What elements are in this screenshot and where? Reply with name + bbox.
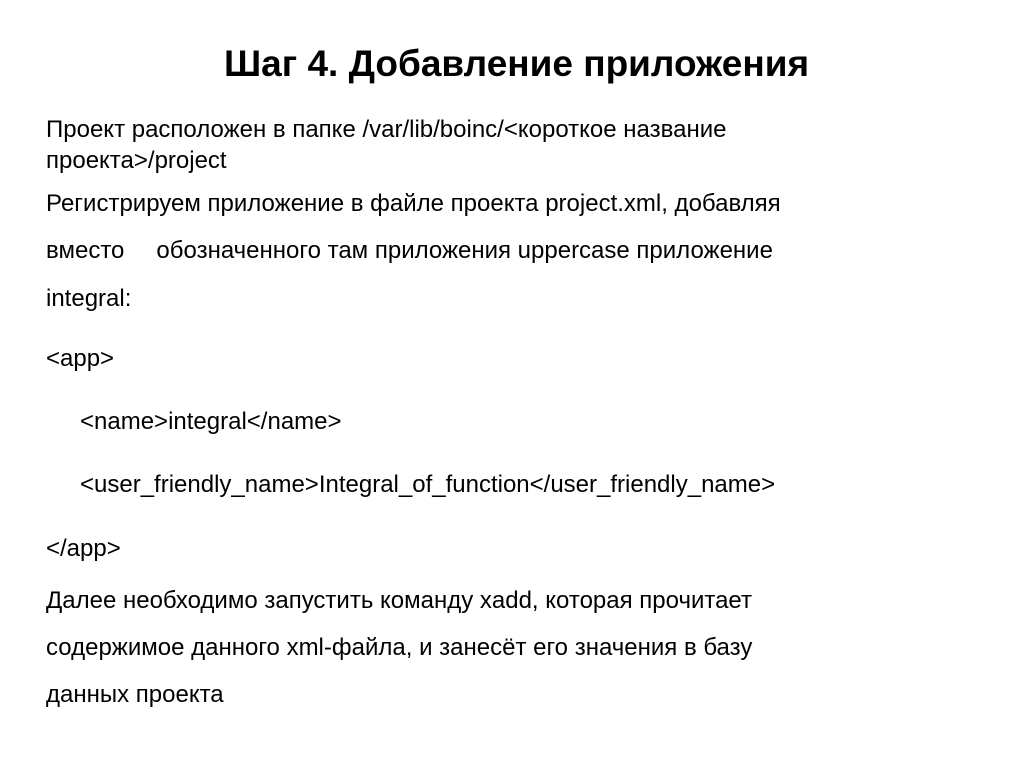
code-name-line: <name>integral</name> bbox=[80, 408, 342, 435]
xadd-line-1: Далее необходимо запустить команду xadd, которая прочитает bbox=[46, 587, 752, 614]
register-line-1: Регистрируем приложение в файле проекта project.xml, добавляя bbox=[46, 190, 781, 217]
project-location-line-2: проекта>/project bbox=[46, 147, 227, 174]
register-line-2 bbox=[46, 236, 773, 266]
project-location-line-1: Проект расположен в папке /var/lib/boinc/<короткое название bbox=[46, 116, 727, 143]
code-open-app: <app> bbox=[46, 345, 115, 372]
register-line-2-part-1: вместо bbox=[46, 237, 125, 264]
xadd-line-2: содержимое данного xml-файла, и занесёт его значения в базу bbox=[46, 634, 753, 661]
register-line-3: integral: bbox=[46, 285, 132, 312]
code-close-app: </app> bbox=[46, 535, 121, 562]
register-line-2-part-2: обозначенного там приложения uppercase приложение bbox=[156, 237, 773, 264]
slide-title: Шаг 4. Добавление приложения bbox=[224, 43, 810, 84]
xadd-line-3: данных проекта bbox=[46, 681, 224, 708]
code-friendly-name-line: <user_friendly_name>Integral_of_function</user_friendly_name> bbox=[80, 471, 776, 498]
